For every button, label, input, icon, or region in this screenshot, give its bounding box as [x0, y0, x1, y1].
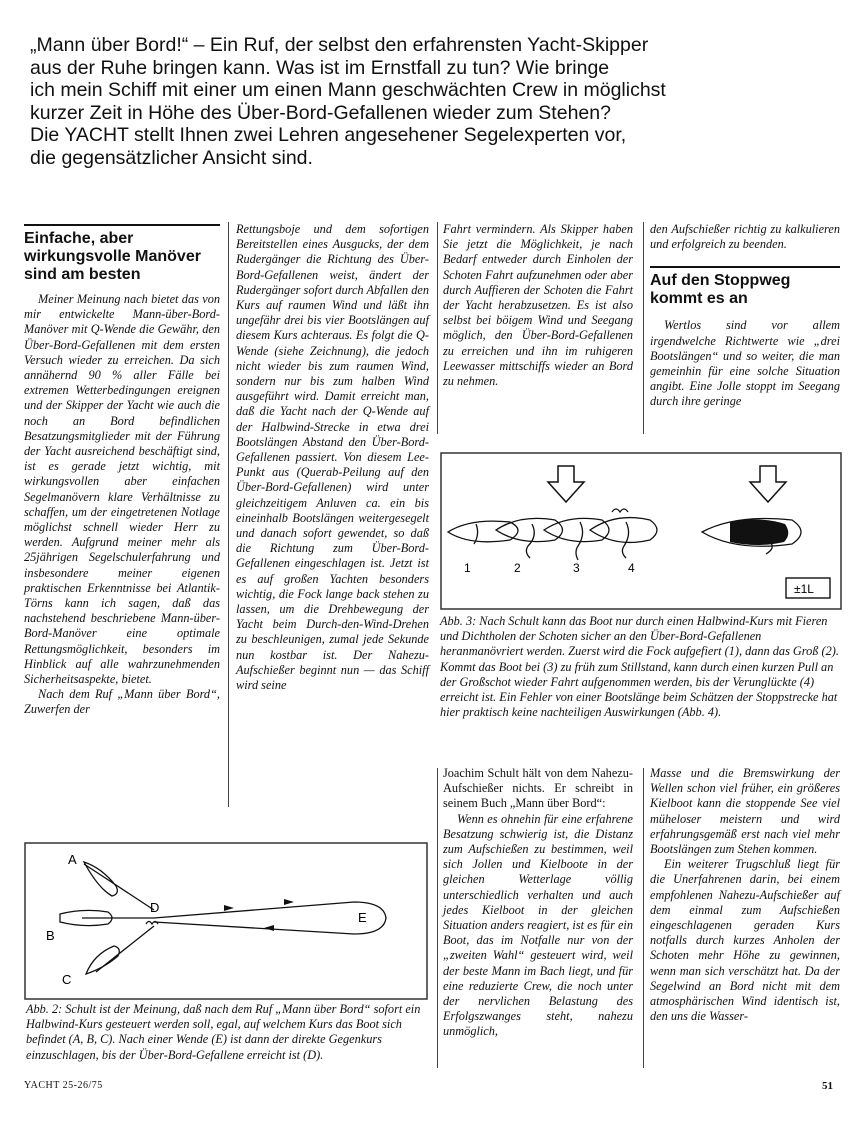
- figure-3-diagram: [440, 452, 842, 610]
- body-paragraph: Wertlos sind vor allem irgendwelche Richtwerte wie „drei Bootslängen“ und so weiter, die man gemeinhin für eine solche Situation angibt. Eine Jolle stoppt im Seegang durch ihre geringe: [650, 318, 840, 409]
- column-rule: [437, 222, 438, 434]
- column-2: [236, 222, 429, 693]
- column-rule: [643, 768, 644, 1068]
- column-rule: [643, 222, 644, 434]
- intro-line: ich mein Schiff mit einer um einen Mann geschwächten Crew in möglichst: [30, 79, 666, 102]
- arrow-down-icon: [750, 466, 786, 502]
- figure-label: D: [150, 900, 160, 915]
- boat-shape: [544, 518, 609, 541]
- figure-label: E: [358, 910, 367, 925]
- intro-line: aus der Ruhe bringen kann. Was ist im Ernstfall zu tun? Wie bringe: [30, 56, 610, 79]
- body-paragraph: Joachim Schult hält von dem Nahezu-Aufschießer nichts. Er schreibt in seinem Buch „Mann über Bord“:: [443, 766, 633, 811]
- column-rule: [228, 222, 229, 807]
- body-paragraph: Wenn es ohnehin für eine erfahrene Besatzung schwierig ist, die Distanz zum Aufschießen zu bestimmen, weil sich Jollen und Kielboote in der gleichen Wetterlage völlig unterschiedlich verhalten und auch jedes Kielboot in der gleichen Situation anders reagiert, ist es für ein Boot, das im Notfalle nur von der „zweiten Wahl“ gesteuert wird, weil der beste Mann im Bach liegt, und für eine reduzierte Crew, die noch unter der nervlichen Belastung des Erfolgszwanges steht, nahezu unmöglich,: [443, 811, 633, 1039]
- intro-line: Die YACHT stellt Ihnen zwei Lehren angesehener Segelexperten vor,: [30, 124, 627, 147]
- intro-line: die gegensätzlicher Ansicht sind.: [30, 146, 313, 169]
- column-3-bottom: [443, 766, 633, 1040]
- body-paragraph: Ein weiterer Trugschluß liegt für die Unerfahrenen darin, bei einem empfohlenen Nahezu-Aufschießer auf dem einmal zum Aufschießen eingeschlagenen geraden Kurs notfalls durch kurzes Anholen der Schoten mehr Höhe zu gewinnen, wenn man sich verschätzt hat. Da der Segelwind an Bord nicht mit dem atmosphärischen Wind identisch ist, den uns die Wasser-: [650, 857, 840, 1024]
- figure-label: B: [46, 928, 55, 943]
- figure-label: C: [62, 972, 72, 987]
- caption-text: Abb. 3: Nach Schult kann das Boot nur durch einen Halbwind-Kurs mit Fieren und Dichtholen der Schoten sicher an den Über-Bord-Gefallenen heranmanövriert werden. Zuerst wird die Fock aufgefiert (1), dann das Groß (2). Kommt das Boot bei (3) zu früh zum Stillstand, kann durch einen kurzen Pull an der Großschot wieder Fahrt aufgenommen werden, bis der Verunglückte (4) erreicht ist. Ein Fehler von einer Bootslänge beim Schätzen der Stoppstrecke hat hier praktisch keine nachteiligen Auswirkungen (Abb. 4).: [440, 614, 839, 720]
- caption-text: Abb. 2: Schult ist der Meinung, daß nach dem Ruf „Mann über Bord“ sofort ein Halbwind-Kurs gesteuert werden soll, egal, auf welchem Kurs das Boot sich befindet (A, B, C). Nach einer Wende (E) ist dann der direkte Gegenkurs einzuschlagen, bis der Über-Bord-Gefallene erreicht ist (D).: [26, 1002, 421, 1062]
- course-line: [84, 864, 154, 910]
- body-paragraph: Masse und die Bremswirkung der Wellen schon viel früher, ein größeres Kielboot kann die stoppende See viel müheloser meistern und wird erfahrungsgemäß erst nach viel mehr Bootslängen zum Stehen kommen.: [650, 766, 840, 857]
- section-heading: Auf den Stoppweg kommt es an: [650, 266, 840, 308]
- scale-label: ±1L: [794, 582, 814, 596]
- figure-label: A: [68, 852, 77, 867]
- figure-3-caption: [440, 614, 844, 720]
- column-1: [24, 224, 220, 718]
- column-rule: [437, 768, 438, 1068]
- footer-journal: YACHT 25-26/75: [24, 1080, 103, 1091]
- body-paragraph: Rettungsboje und dem sofortigen Bereitstellen eines Ausgucks, der dem Rudergänger die Richtung des Über-Bord-Gefallenen weist, ändert der Rudergänger sofort durch Abfallen den Kurs auf raumen Wind und läßt ihn ungefähr drei bis vier Bootslängen auf diesem Kurs achteraus. Es folgt die Q-Wende (siehe Zeichnung), die jedoch nicht wieder bis zum raumen Wind, sondern nur bis zum halben Wind ausgeführt wird. Damit erreicht man, daß die Yacht nach der Q-Wende auf der Halbwind-Strecke in etwa drei Bootslängen Abstand den Über-Bord-Gefallenen passiert. Von diesem Lee-Punkt aus (Querab-Peilung auf den Über-Bord-Gefallenen) wird unter gleichzeitigem Anluven ca. ein bis eineinhalb Bootslängen weitergesegelt und danach sofort gewendet, so daß die Richtung zum Über-Bord-Gefallenen eingeschlagen ist. Jetzt ist es auf großen Yachten besonders wichtig, die Fock lange back stehen zu lassen, um die Drehbewegung der Yacht beim Durch-den-Wind-Drehen zu beschleunigen, zumal jede Sekunde nun kostbar ist. Der Nahezu-Aufschießer beginnt nun — das Schiff wird seine: [236, 222, 429, 693]
- figure-label: 1: [464, 561, 471, 575]
- intro-text: [30, 34, 850, 170]
- sail-shape: [730, 519, 788, 545]
- body-paragraph: Fahrt vermindern. Als Skipper haben Sie jetzt die Möglichkeit, je nach Bedarf entweder durch Einholen der Schoten Fahrt aufzunehmen oder aber durch Auffieren der Schoten die Fahrt der Yacht herabzusetzen. Es ist also selbst bei böigem Wind und Seegang möglich, den Über-Bord-Gefallenen zu erreichen und ihn im ruhigeren Leewasser mittschiffs wieder an Bord zu nehmen.: [443, 222, 633, 389]
- arrow-down-icon: [548, 466, 584, 502]
- figure-label: 2: [514, 561, 521, 575]
- figure-2-caption: [26, 1002, 430, 1063]
- figure-2-diagram: [24, 842, 428, 1000]
- intro-line: kurzer Zeit in Höhe des Über-Bord-Gefallenen wieder zum Stehen?: [30, 101, 611, 124]
- figure-label: 3: [573, 561, 580, 575]
- intro-line: „Mann über Bord!“ – Ein Ruf, der selbst den erfahrensten Yacht-Skipper: [30, 34, 649, 56]
- column-4-bottom: [650, 766, 840, 1024]
- body-paragraph: Nach dem Ruf „Mann über Bord“, Zuwerfen der: [24, 687, 220, 717]
- column-3-top: [443, 222, 633, 389]
- boat-shape: [86, 946, 119, 974]
- page-number: 51: [822, 1080, 833, 1092]
- body-paragraph: Meiner Meinung nach bietet das von mir entwickelte Mann-über-Bord-Manöver mit Q-Wende die Gewähr, den Über-Bord-Gefallenen mit dem ersten Versuch wieder zu erreichen. Da sich annähernd 90 % aller Fälle bei extremen Wetterbedingungen ereignen und der Skipper der Yacht wie auch die noch an Bord befindlichen Besatzungsmitglieder mit der Führung der Yacht ausreichend beschäftigt sind, ist es gerade jetzt wichtig, mit wirkungsvollen aber einfachen Segelmanövern klare Verhältnisse zu schaffen, um der eingetretenen Notlage möglichst schnell wieder Herr zu werden. Aufgrund meiner mehr als 25jährigen Segelschulerfahrung und insbesondere meiner eigenen praktischen Erkenntnisse bei Atlantik-Törns kann ich sagen, daß das nachstehend beschriebene Mann-über-Bord-Manöver eine optimale Rettungsmöglichkeit, besonders im Hinblick auf alle wahrzunehmenden Sicherheitsaspekte, bietet.: [24, 292, 220, 687]
- body-paragraph: den Aufschießer richtig zu kalkulieren und erfolgreich zu beenden.: [650, 222, 840, 252]
- figure-label: 4: [628, 561, 635, 575]
- boat-shape: [590, 518, 657, 543]
- section-heading: Einfache, aber wirkungsvolle Manöver sind am besten: [24, 224, 220, 284]
- column-4-top: [650, 222, 840, 410]
